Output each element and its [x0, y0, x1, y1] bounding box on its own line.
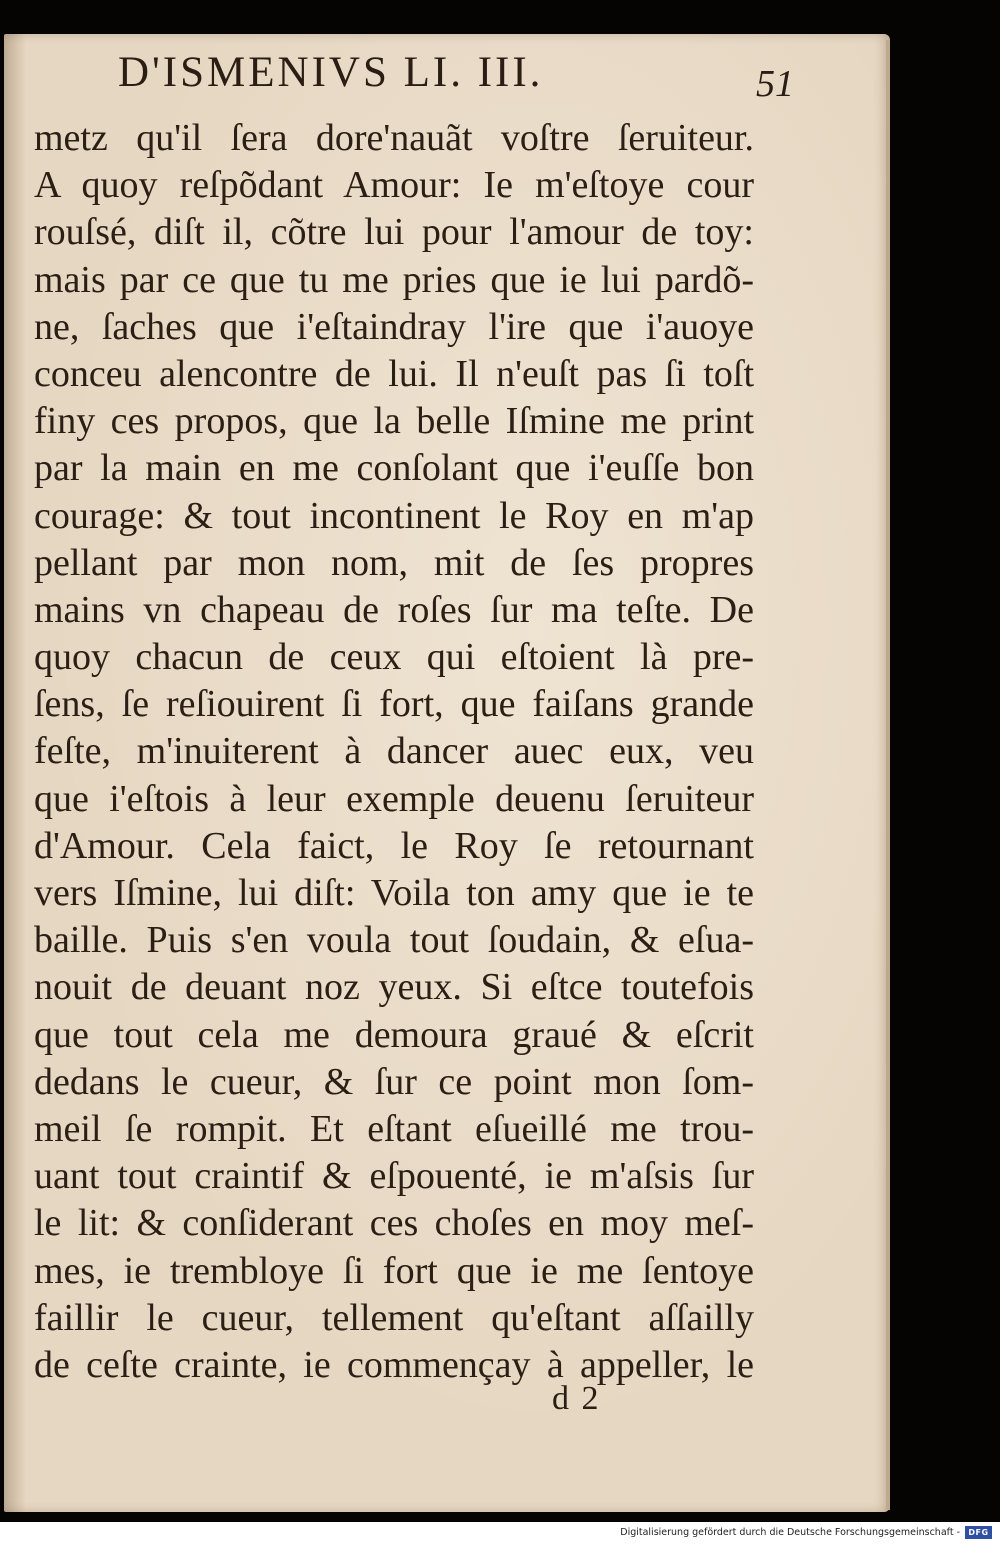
text-line: ſens, ſe reſiouirent ſi fort, que faiſans grande — [34, 683, 754, 726]
text-block — [34, 115, 754, 1389]
text-line: ne, ſaches que i'eſtaindray l'ire que i'auoye — [34, 305, 754, 348]
text-line: feſte, m'inuiterent à dancer auec eux, veu — [34, 730, 754, 773]
text-line: rouſsé, diſt il, cõtre lui pour l'amour de toy: — [34, 211, 754, 254]
text-line: nouit de deuant noz yeux. Si eſtce toutefois — [34, 966, 754, 1009]
dfg-logo[interactable]: DFG — [965, 1526, 992, 1539]
text-line: mains vn chapeau de roſes ſur ma teſte. De — [34, 588, 754, 631]
text-line: que i'eſtois à leur exemple deuenu ſeruiteur — [34, 777, 754, 820]
text-line: conceu alencontre de lui. Il n'euſt pas ſi toſt — [34, 352, 754, 395]
text-line: faillir le cueur, tellement qu'eſtant aſſailly — [34, 1296, 754, 1339]
footer-bar — [0, 1522, 1000, 1544]
text-line: vers Iſmine, lui diſt: Voila ton amy que ie te — [34, 872, 754, 914]
text-line: baille. Puis s'en voula tout ſoudain, & eſua- — [34, 919, 754, 962]
text-line: dedans le cueur, & ſur ce point mon ſom- — [34, 1060, 754, 1103]
text-line: meil ſe rompit. Et eſtant eſueillé me trou- — [34, 1107, 754, 1150]
text-line: A quoy reſpõdant Amour: Ie m'eſtoye cour — [34, 164, 754, 207]
page-edge — [886, 40, 890, 1510]
text-line: d'Amour. Cela faict, le Roy ſe retournant — [34, 824, 754, 867]
running-head: D'ISMENIVS LI. III. — [118, 49, 544, 96]
text-line: finy ces propos, que la belle Iſmine me print — [34, 400, 754, 443]
text-line: uant tout craintif & eſpouenté, ie m'aſsis ſur — [34, 1155, 754, 1198]
text-line: courage: & tout incontinent le Roy en m'ap — [34, 494, 754, 537]
page-number: 51 — [756, 63, 794, 105]
text-line: mes, ie trembloye ſi fort que ie me ſentoye — [34, 1249, 754, 1292]
text-line: par la main en me conſolant que i'euſſe bon — [34, 447, 754, 490]
text-line: mais par ce que tu me pries que ie lui pardõ- — [34, 258, 754, 301]
signature-mark: d 2 — [552, 1380, 601, 1417]
funding-credit: Digitalisierung gefördert durch die Deutsche Forschungsgemeinschaft - — [620, 1527, 960, 1538]
text-line: pellant par mon nom, mit de ſes propres — [34, 541, 754, 584]
text-line: de ceſte crainte, ie commençay à appeller, le — [34, 1343, 754, 1386]
text-line: que tout cela me demoura graué & eſcrit — [34, 1013, 754, 1056]
text-line: metz qu'il ſera dore'nauãt voſtre ſeruiteur. — [34, 117, 754, 159]
text-line: le lit: & conſiderant ces choſes en moy meſ- — [34, 1202, 754, 1245]
text-line: quoy chacun de ceux qui eſtoient là pre- — [34, 636, 754, 679]
